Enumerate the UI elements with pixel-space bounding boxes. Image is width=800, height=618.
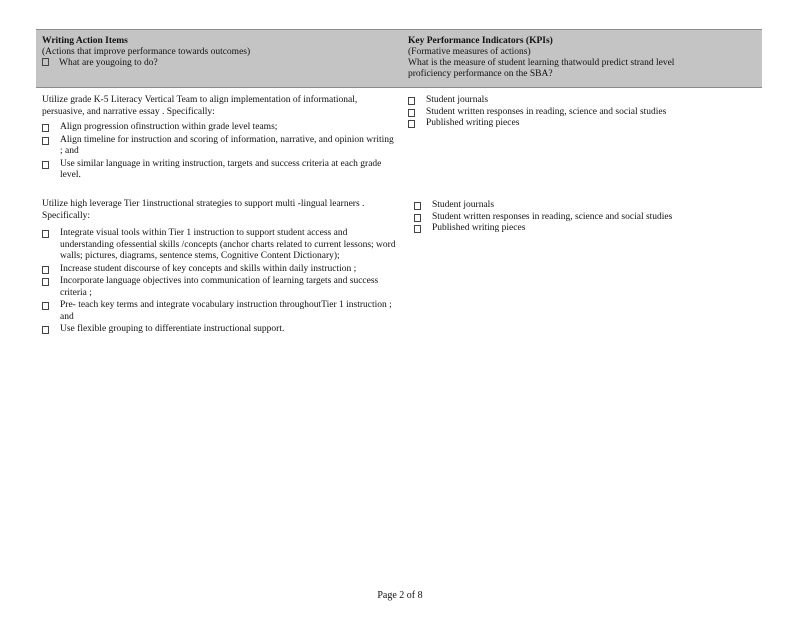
section-2-kpis	[414, 200, 744, 235]
header-right-question-1: What is the measure of student learning thatwould predict strand level	[408, 58, 675, 68]
section-1-intro: Utilize grade K-5 Literacy Vertical Team to align implementation of informational, persuasive, and narrative essay . Specifically:	[42, 95, 358, 117]
kpi-item	[408, 107, 738, 119]
list-item	[42, 122, 398, 134]
kpi-text: Student journals	[426, 95, 489, 105]
section-2-items	[42, 228, 398, 336]
checkbox-bullet-icon	[414, 225, 421, 233]
checkbox-bullet-icon	[42, 278, 49, 286]
section-1-items	[42, 122, 398, 182]
kpi-item	[414, 223, 744, 235]
checkbox-bullet-icon	[408, 97, 415, 105]
checkbox-bullet-icon	[42, 326, 49, 334]
section-2-intro: Utilize high leverage Tier 1instructional strategies to support multi -lingual learners . Specifically:	[42, 199, 365, 221]
list-item	[42, 300, 398, 323]
checkbox-bullet-icon	[42, 230, 49, 238]
kpi-text: Student journals	[432, 200, 495, 210]
section-1-kpi-list	[408, 95, 738, 130]
kpi-item	[408, 95, 738, 107]
list-item	[42, 159, 398, 182]
list-item-text: Align timeline for instruction and scoring of information, narrative, and opinion writing ; and	[60, 134, 394, 156]
checkbox-bullet-icon	[414, 202, 421, 210]
header-kpis	[408, 36, 748, 80]
table-header	[36, 29, 762, 88]
page-number: Page 2 of 8	[377, 590, 423, 601]
list-item-text: Align progression ofinstruction within grade level teams;	[60, 122, 278, 132]
header-left-question-row	[42, 58, 392, 69]
checkbox-bullet-icon	[42, 58, 49, 66]
list-item-text: Pre- teach key terms and integrate vocabulary instruction throughoutTier 1 instruction ; and	[60, 300, 392, 322]
section-1-actions	[42, 95, 398, 182]
kpi-item	[408, 118, 738, 130]
checkbox-bullet-icon	[414, 214, 421, 222]
section-1-kpis	[408, 95, 738, 130]
list-item-text: Use flexible grouping to differentiate instructional support.	[60, 324, 285, 334]
kpi-item	[414, 212, 744, 224]
checkbox-bullet-icon	[42, 161, 49, 169]
kpi-text: Published writing pieces	[426, 118, 520, 128]
section-2-actions	[42, 199, 398, 336]
checkbox-bullet-icon	[42, 137, 49, 145]
header-right-subtitle: (Formative measures of actions)	[408, 47, 531, 57]
checkbox-bullet-icon	[42, 302, 49, 310]
list-item	[42, 228, 398, 263]
header-left-title: Writing Action Items	[42, 36, 128, 46]
kpi-text: Published writing pieces	[432, 223, 526, 233]
kpi-item	[414, 200, 744, 212]
list-item-text: Use similar language in writing instruction, targets and success criteria at each grade level.	[60, 158, 382, 180]
list-item-text: Incorporate language objectives into communication of learning targets and success criteria ;	[60, 276, 379, 298]
list-item	[42, 264, 398, 276]
header-left-question: What are yougoing to do?	[59, 58, 158, 68]
list-item	[42, 324, 398, 336]
kpi-text: Student written responses in reading, science and social studies	[426, 106, 667, 117]
checkbox-bullet-icon	[408, 109, 415, 117]
header-right-question-2: proficiency performance on the SBA?	[408, 69, 553, 79]
list-item	[42, 276, 398, 299]
checkbox-bullet-icon	[408, 120, 415, 128]
kpi-text: Student written responses in reading, science and social studies	[432, 211, 673, 222]
header-action-items	[42, 36, 392, 69]
header-left-subtitle: (Actions that improve performance towards outcomes)	[42, 47, 251, 57]
checkbox-bullet-icon	[42, 124, 49, 132]
header-right-title: Key Performance Indicators (KPIs)	[408, 36, 553, 46]
list-item-text: Integrate visual tools within Tier 1 instruction to support student access and understanding ofessential skills /concepts (anchor charts related to current lessons; word walls; pictures, diagrams, sentence stems, Cognitive Content Dictionary);	[60, 228, 396, 261]
section-2-kpi-list	[414, 200, 744, 235]
checkbox-bullet-icon	[42, 266, 49, 274]
list-item-text: Increase student discourse of key concepts and skills within daily instruction ;	[60, 263, 357, 274]
list-item	[42, 135, 398, 158]
